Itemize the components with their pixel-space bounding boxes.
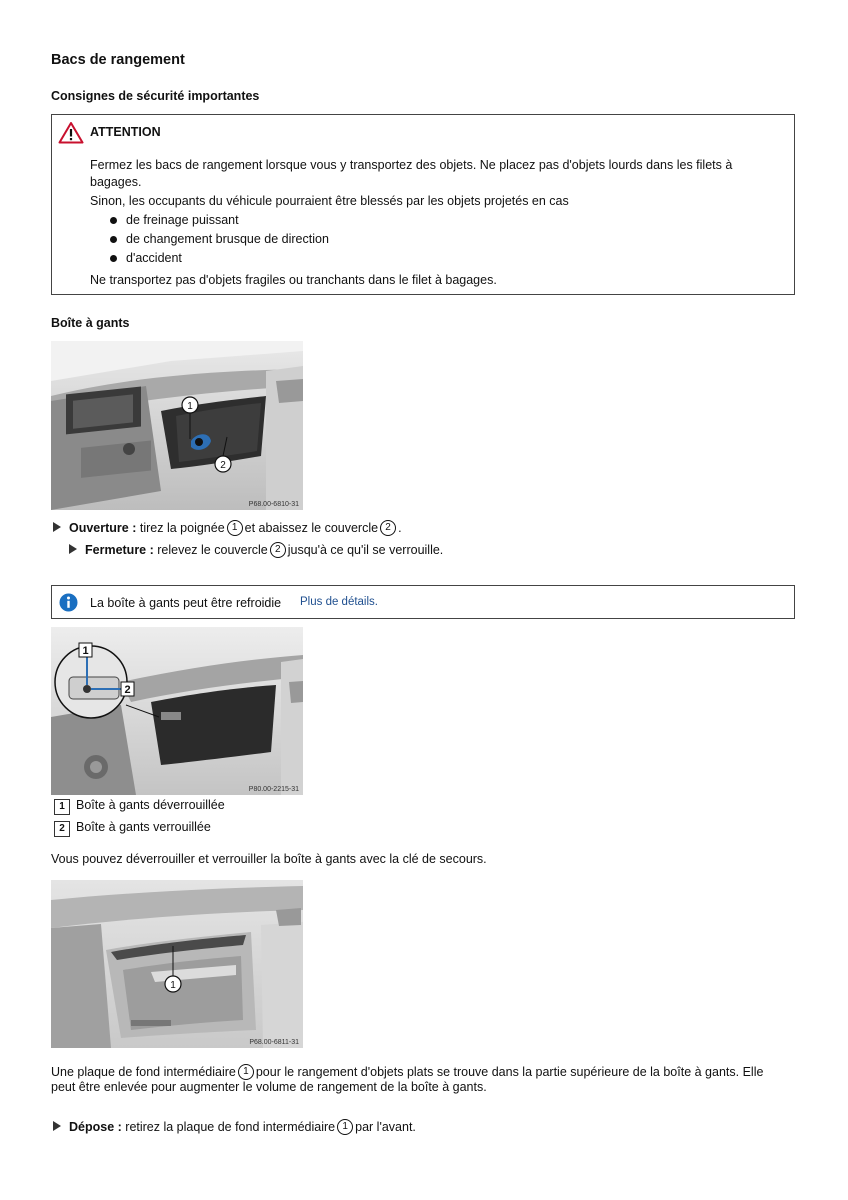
warning-title: ATTENTION — [90, 125, 161, 139]
fig2-callout-2: 2 — [124, 684, 131, 696]
list-item: de freinage puissant — [108, 211, 329, 230]
legend-text: Boîte à gants déverrouillée — [76, 798, 225, 812]
plate-paragraph-line-1 — [51, 1064, 763, 1080]
play-triangle-icon — [69, 544, 77, 554]
fig1-callout-2: 2 — [220, 460, 226, 471]
step-label: Dépose : — [69, 1120, 122, 1134]
legend-number: 1 — [54, 799, 70, 815]
step-text: jusqu'à ce qu'il se verrouille. — [287, 543, 444, 557]
intermediate-plate-figure — [51, 880, 303, 1048]
step-text: et abaissez le couvercle — [244, 521, 379, 535]
info-box — [51, 585, 795, 619]
callout-number: 2 — [270, 542, 286, 558]
info-text: La boîte à gants peut être refroidie — [90, 596, 282, 610]
info-circle-icon — [59, 593, 78, 612]
list-item: de changement brusque de direction — [108, 230, 329, 249]
figure-code: P68.00-6811-31 — [249, 1039, 299, 1046]
step-closing — [69, 542, 443, 558]
step-label: Fermeture : — [85, 543, 154, 557]
callout-number: 1 — [238, 1064, 254, 1080]
legend-text: Boîte à gants verrouillée — [76, 820, 211, 834]
callout-number: 1 — [227, 520, 243, 536]
warning-paragraph-2: Sinon, les occupants du véhicule pourraient être blessés par les objets projetés en cas — [90, 194, 569, 208]
legend-number: 2 — [54, 821, 70, 837]
glovebox-lock-figure — [51, 627, 303, 795]
warning-box — [51, 114, 795, 295]
step-opening — [53, 520, 402, 536]
step-text: tirez la poignée — [139, 521, 225, 535]
safety-subheading: Consignes de sécurité importantes — [51, 89, 260, 103]
step-text: . — [398, 521, 402, 535]
step-text: par l'avant. — [355, 1120, 416, 1134]
glovebox-subheading: Boîte à gants — [51, 316, 130, 330]
list-item: d'accident — [108, 249, 329, 268]
figure-code: P68.00-6810-31 — [248, 501, 299, 508]
warning-bullet-list — [108, 211, 329, 268]
warning-triangle-icon — [58, 121, 84, 144]
step-removal — [53, 1119, 416, 1135]
step-text: retirez la plaque de fond intermédiaire — [125, 1120, 336, 1134]
fig3-callout-1: 1 — [170, 980, 176, 991]
fig2-callout-1: 1 — [82, 645, 89, 657]
paragraph-text: pour le rangement d'objets plats se trouve dans la partie supérieure de la boîte à gants. Elle — [255, 1065, 764, 1079]
page-title: Bacs de rangement — [51, 52, 185, 68]
more-details-link[interactable]: Plus de détails. — [300, 596, 378, 608]
figure-code: P80.00-2215-31 — [248, 786, 299, 793]
step-text: relevez le couvercle — [157, 543, 268, 557]
legend-item-locked — [54, 820, 211, 837]
fig1-callout-1: 1 — [187, 401, 193, 412]
play-triangle-icon — [53, 1121, 61, 1131]
callout-number: 1 — [337, 1119, 353, 1135]
key-sentence: Vous pouvez déverrouiller et verrouiller la boîte à gants avec la clé de secours. — [51, 852, 487, 866]
glovebox-opening-figure — [51, 341, 303, 510]
warning-paragraph-3: Ne transportez pas d'objets fragiles ou tranchants dans le filet à bagages. — [90, 273, 497, 287]
callout-number: 2 — [380, 520, 396, 536]
step-label: Ouverture : — [69, 521, 137, 535]
paragraph-text: Une plaque de fond intermédiaire — [51, 1065, 236, 1079]
legend-item-unlocked — [54, 798, 225, 815]
play-triangle-icon — [53, 522, 61, 532]
plate-paragraph-line-2: peut être enlevée pour augmenter le volume de rangement de la boîte à gants. — [51, 1080, 487, 1094]
warning-paragraph-1: Fermez les bacs de rangement lorsque vous y transportez des objets. Ne placez pas d'objets lourds dans les filets à bagages. — [90, 158, 733, 189]
